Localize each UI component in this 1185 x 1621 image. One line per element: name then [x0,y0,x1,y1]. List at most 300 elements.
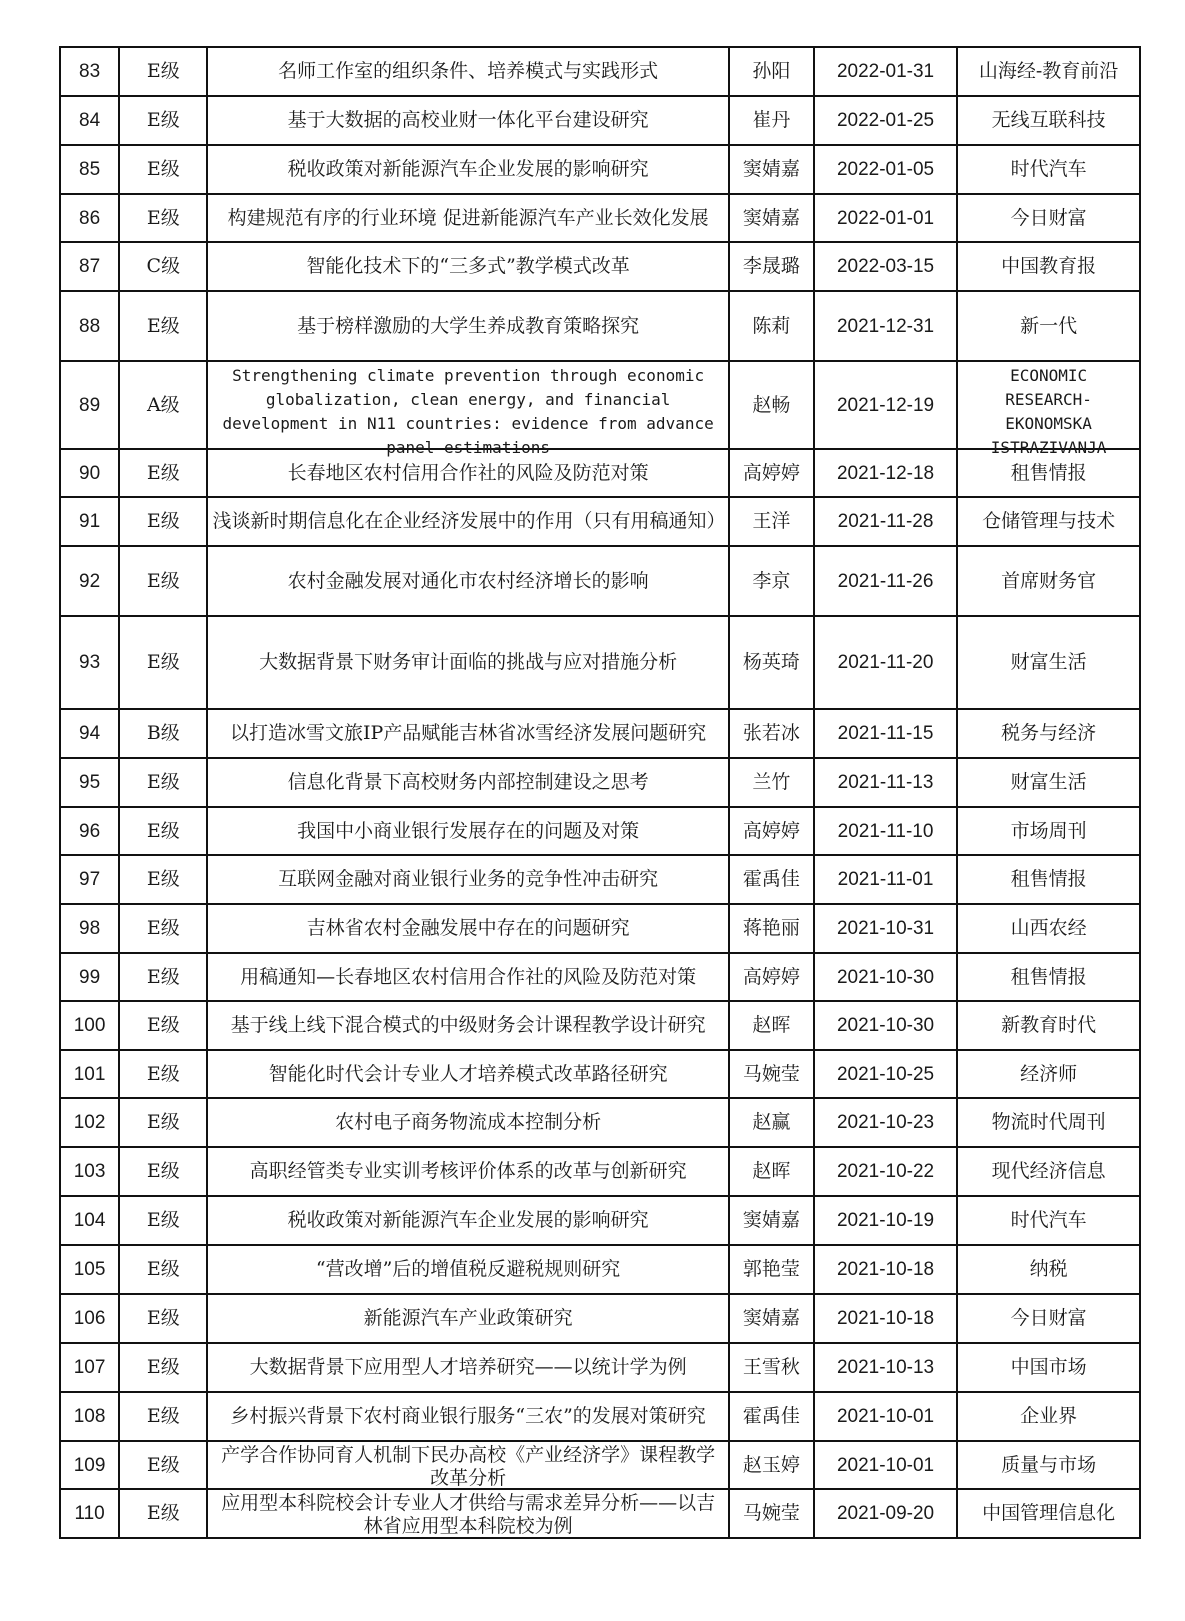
table-row [60,1392,1140,1441]
title-cell [207,497,728,546]
date-cell [814,1441,957,1489]
journal-cell [957,953,1140,1001]
title-text: 产学合作协同育人机制下民办高校《产业经济学》课程教学改革分析 [221,1444,716,1489]
row-number-text: 108 [73,1406,106,1427]
table-row [60,953,1140,1001]
row-number-text: 107 [73,1357,106,1378]
level-text: E级 [146,917,180,939]
row-number-cell [60,616,119,709]
date-text: 2021-10-25 [836,1063,935,1085]
date-text: 2021-10-18 [836,1308,935,1329]
title-text: 应用型本科院校会计专业人才供给与需求差异分析——以吉林省应用型本科院校为例 [221,1492,716,1537]
journal-cell [957,242,1140,291]
author-cell [729,1050,814,1098]
row-number-cell [60,1343,119,1392]
author-cell [729,1489,814,1538]
author-cell [729,497,814,546]
date-text: 2021-10-23 [836,1112,935,1133]
row-number-cell [60,546,119,616]
author-text: 赵玉婷 [742,1453,800,1476]
title-text: 我国中小商业银行发展存在的问题及对策 [297,819,640,842]
title-cell [207,1441,728,1489]
journal-text: 中国管理信息化 [982,1502,1116,1524]
row-number-cell [60,758,119,807]
level-cell [119,1098,207,1147]
title-text: 吉林省农村金融发展中存在的问题研究 [306,917,630,939]
author-text: 兰竹 [752,771,791,793]
date-cell [814,855,957,904]
level-text: E级 [146,1209,180,1231]
row-number-text: 88 [79,315,101,337]
level-text: E级 [146,1502,180,1524]
level-text: E级 [146,1062,180,1085]
date-cell [814,1392,957,1441]
title-text: 长春地区农村信用合作社的风险及防范对策 [287,461,649,484]
level-text: B级 [146,722,180,744]
journal-cell [957,96,1140,145]
title-cell [207,1392,728,1441]
title-text: 基于榜样激励的大学生养成教育策略探究 [297,314,640,337]
journal-text: 租售情报 [1010,965,1087,988]
date-text: 2021-12-18 [836,462,935,484]
table-row [60,546,1140,616]
row-number-text: 94 [79,723,101,744]
journal-cell [957,709,1140,758]
journal-text: 纳税 [1029,1258,1068,1280]
author-text: 赵畅 [752,393,791,416]
row-number-text: 85 [79,159,101,180]
title-text: 智能化技术下的“三多式”教学模式改革 [306,255,630,277]
author-text: 杨英琦 [742,651,800,673]
level-cell [119,145,207,194]
level-text: A级 [146,393,180,416]
level-cell [119,546,207,616]
level-cell [119,709,207,758]
table-row [60,1196,1140,1245]
title-cell [207,47,728,96]
journal-text: 今日财富 [1010,1307,1087,1329]
row-number-text: 83 [79,61,101,82]
date-text: 2022-01-01 [836,207,935,229]
level-cell [119,953,207,1001]
row-number-text: 84 [79,110,101,131]
author-text: 李京 [752,569,791,592]
row-number-text: 105 [73,1259,106,1280]
journal-cell [957,1098,1140,1147]
title-cell [207,1098,728,1147]
row-number-cell [60,449,119,497]
row-number-text: 104 [73,1210,106,1231]
level-text: E级 [146,1111,180,1133]
date-text: 2021-11-26 [837,570,934,592]
journal-cell [957,1147,1140,1196]
title-text: Strengthening climate prevention through economic globalization, clean energy, and financial development in N11 countries: evidence from advance panel estimations [222,366,714,457]
table-row [60,361,1140,449]
row-number-cell [60,1050,119,1098]
row-number-text: 90 [79,462,101,484]
level-cell [119,758,207,807]
row-number-cell [60,1196,119,1245]
row-number-text: 98 [79,918,101,939]
date-text: 2022-01-31 [836,61,935,82]
date-cell [814,758,957,807]
table-row [60,616,1140,709]
journal-text: 山西农经 [1010,917,1087,939]
title-text: 基于线上线下混合模式的中级财务会计课程教学设计研究 [230,1014,706,1036]
level-cell [119,449,207,497]
journal-cell [957,145,1140,194]
table-row [60,291,1140,361]
title-text: 乡村振兴背景下农村商业银行服务“三农”的发展对策研究 [230,1405,706,1427]
journal-cell [957,1489,1140,1538]
title-cell [207,546,728,616]
author-text: 赵赢 [752,1111,791,1133]
date-text: 2021-10-30 [836,966,935,988]
author-text: 陈莉 [752,314,791,337]
author-cell [729,242,814,291]
date-cell [814,953,957,1001]
title-cell [207,953,728,1001]
title-text: 农村电子商务物流成本控制分析 [335,1111,602,1133]
level-cell [119,361,207,449]
date-cell [814,291,957,361]
journal-cell [957,1245,1140,1294]
title-text: 基于大数据的高校业财一体化平台建设研究 [287,109,649,131]
journal-text: 现代经济信息 [991,1160,1106,1182]
author-text: 窦婧嘉 [742,1209,800,1231]
date-text: 2021-11-20 [837,652,934,673]
date-text: 2022-01-25 [836,110,935,131]
author-cell [729,953,814,1001]
author-text: 郭艳莹 [742,1258,800,1280]
author-text: 高婷婷 [742,965,800,988]
title-text: 税收政策对新能源汽车企业发展的影响研究 [287,1209,649,1231]
author-text: 马婉莹 [742,1502,800,1524]
author-cell [729,47,814,96]
author-cell [729,758,814,807]
date-text: 2022-01-05 [836,159,935,180]
row-number-cell [60,1294,119,1343]
table-row [60,709,1140,758]
journal-cell [957,616,1140,709]
level-cell [119,855,207,904]
title-text: 名师工作室的组织条件、培养模式与实践形式 [278,60,659,82]
author-cell [729,904,814,953]
row-number-text: 95 [79,772,101,793]
author-text: 王洋 [752,510,791,532]
journal-text: 首席财务官 [1001,569,1097,592]
date-text: 2021-10-18 [836,1259,935,1280]
journal-cell [957,758,1140,807]
title-text: 构建规范有序的行业环境 促进新能源汽车产业长效化发展 [227,206,709,229]
level-cell [119,1489,207,1538]
date-cell [814,807,957,855]
table-row [60,1294,1140,1343]
journal-text: 租售情报 [1010,868,1087,890]
author-text: 马婉莹 [742,1062,800,1085]
journal-text: ECONOMIC RESEARCH-EKONOMSKA ISTRAZIVANJA [990,366,1107,457]
table-row [60,47,1140,96]
author-text: 蒋艳丽 [742,917,800,939]
row-number-cell [60,291,119,361]
journal-text: 新一代 [1020,314,1078,337]
journal-cell [957,546,1140,616]
date-cell [814,194,957,242]
row-number-cell [60,1001,119,1050]
row-number-text: 96 [79,820,101,842]
title-text: 税收政策对新能源汽车企业发展的影响研究 [287,158,649,180]
author-text: 赵晖 [752,1014,791,1036]
date-cell [814,1245,957,1294]
level-text: E级 [146,868,180,890]
author-cell [729,1392,814,1441]
table-row [60,1343,1140,1392]
title-cell [207,242,728,291]
row-number-cell [60,47,119,96]
author-cell [729,1001,814,1050]
row-number-cell [60,709,119,758]
journal-cell [957,1196,1140,1245]
row-number-cell [60,1098,119,1147]
level-cell [119,1294,207,1343]
title-text: “营改增”后的增值税反避税规则研究 [315,1258,621,1280]
journal-text: 无线互联科技 [991,109,1106,131]
journal-text: 财富生活 [1010,771,1087,793]
row-number-cell [60,1489,119,1538]
title-text: 以打造冰雪文旅IP产品赋能吉林省冰雪经济发展问题研究 [229,722,707,744]
level-cell [119,1441,207,1489]
author-text: 窦婧嘉 [742,206,800,229]
author-cell [729,1343,814,1392]
row-number-text: 110 [74,1503,105,1524]
journal-cell [957,47,1140,96]
table-row [60,1147,1140,1196]
date-cell [814,1001,957,1050]
row-number-text: 101 [73,1063,106,1085]
journal-text: 经济师 [1020,1062,1078,1085]
row-number-text: 106 [73,1308,106,1329]
title-cell [207,1294,728,1343]
title-text: 新能源汽车产业政策研究 [363,1307,573,1329]
table-row [60,1441,1140,1489]
date-cell [814,361,957,449]
date-text: 2022-03-15 [836,256,935,277]
publication-table-container [59,46,1141,1539]
date-text: 2021-10-13 [836,1357,935,1378]
row-number-text: 86 [79,207,101,229]
author-text: 王雪秋 [742,1356,800,1378]
date-text: 2021-11-15 [837,723,934,744]
level-text: E级 [146,771,180,793]
title-cell [207,1147,728,1196]
author-cell [729,616,814,709]
journal-cell [957,291,1140,361]
date-text: 2021-11-01 [837,869,934,890]
level-text: E级 [146,651,180,673]
level-text: E级 [146,158,180,180]
table-row [60,904,1140,953]
row-number-cell [60,1441,119,1489]
title-cell [207,1245,728,1294]
row-number-cell [60,96,119,145]
level-cell [119,1343,207,1392]
level-text: E级 [146,569,180,592]
date-text: 2021-10-01 [836,1454,935,1476]
level-text: E级 [146,1453,180,1476]
title-text: 互联网金融对商业银行业务的竞争性冲击研究 [278,868,659,890]
date-text: 2021-11-28 [837,511,934,532]
level-text: E级 [146,1356,180,1378]
author-cell [729,546,814,616]
title-cell [207,855,728,904]
date-text: 2021-11-13 [837,772,934,793]
level-text: E级 [146,1405,180,1427]
author-cell [729,1147,814,1196]
level-text: E级 [146,206,180,229]
date-cell [814,449,957,497]
date-text: 2021-10-30 [836,1015,935,1036]
table-row [60,497,1140,546]
date-text: 2021-10-31 [836,918,935,939]
level-cell [119,497,207,546]
row-number-text: 92 [79,570,101,592]
author-text: 李晟璐 [742,255,800,277]
row-number-cell [60,807,119,855]
level-text: E级 [146,1258,180,1280]
table-row [60,1098,1140,1147]
journal-text: 中国市场 [1010,1356,1087,1378]
table-row [60,242,1140,291]
journal-text: 中国教育报 [1001,255,1097,277]
level-text: E级 [146,461,180,484]
title-cell [207,616,728,709]
date-cell [814,1343,957,1392]
level-text: E级 [146,109,180,131]
date-text: 2021-10-22 [836,1161,935,1182]
table-row [60,1245,1140,1294]
row-number-cell [60,361,119,449]
level-text: E级 [146,1160,180,1182]
level-text: E级 [146,60,180,82]
row-number-text: 103 [73,1161,106,1182]
author-cell [729,807,814,855]
journal-text: 时代汽车 [1010,158,1087,180]
author-cell [729,291,814,361]
author-cell [729,361,814,449]
level-text: E级 [146,819,180,842]
level-cell [119,1392,207,1441]
level-cell [119,96,207,145]
level-cell [119,1196,207,1245]
level-cell [119,194,207,242]
title-cell [207,904,728,953]
author-text: 崔丹 [752,109,791,131]
table-row [60,758,1140,807]
journal-cell [957,1050,1140,1098]
title-text: 农村金融发展对通化市农村经济增长的影响 [287,569,649,592]
date-cell [814,1489,957,1538]
date-text: 2021-12-19 [836,394,935,416]
table-row [60,1489,1140,1538]
journal-text: 物流时代周刊 [991,1111,1106,1133]
title-text: 大数据背景下财务审计面临的挑战与应对措施分析 [259,651,678,673]
author-text: 霍禹佳 [742,868,800,890]
level-text: E级 [146,965,180,988]
row-number-cell [60,497,119,546]
row-number-text: 91 [79,511,101,532]
level-cell [119,1147,207,1196]
row-number-text: 109 [73,1454,106,1476]
date-cell [814,1196,957,1245]
date-text: 2021-10-01 [836,1406,935,1427]
author-cell [729,96,814,145]
author-cell [729,1245,814,1294]
row-number-text: 89 [79,394,101,416]
title-cell [207,1343,728,1392]
level-cell [119,291,207,361]
date-cell [814,1294,957,1343]
date-cell [814,546,957,616]
journal-text: 市场周刊 [1010,819,1087,842]
table-row [60,449,1140,497]
level-text: E级 [146,510,180,532]
date-cell [814,1050,957,1098]
author-cell [729,1294,814,1343]
level-cell [119,242,207,291]
author-cell [729,1196,814,1245]
date-cell [814,709,957,758]
author-text: 赵晖 [752,1160,791,1182]
author-text: 高婷婷 [742,461,800,484]
level-cell [119,1245,207,1294]
table-body [60,47,1140,1538]
date-cell [814,145,957,194]
date-cell [814,904,957,953]
title-cell [207,1489,728,1538]
level-cell [119,807,207,855]
journal-text: 仓储管理与技术 [982,510,1116,532]
journal-cell [957,497,1140,546]
date-cell [814,96,957,145]
author-cell [729,145,814,194]
author-cell [729,449,814,497]
level-text: C级 [146,255,181,277]
journal-cell [957,1392,1140,1441]
journal-cell [957,855,1140,904]
journal-text: 企业界 [1020,1405,1078,1427]
title-cell [207,96,728,145]
title-cell [207,758,728,807]
date-text: 2021-11-10 [837,820,934,842]
title-text: 高职经管类专业实训考核评价体系的改革与创新研究 [249,1160,687,1182]
level-cell [119,1050,207,1098]
journal-text: 租售情报 [1010,461,1087,484]
row-number-cell [60,1245,119,1294]
author-text: 孙阳 [752,60,791,82]
title-text: 用稿通知—长春地区农村信用合作社的风险及防范对策 [240,965,697,988]
row-number-text: 87 [79,256,101,277]
title-cell [207,1196,728,1245]
date-text: 2021-10-19 [836,1210,935,1231]
journal-cell [957,1343,1140,1392]
author-text: 霍禹佳 [742,1405,800,1427]
row-number-text: 99 [79,966,101,988]
journal-cell [957,361,1140,457]
level-cell [119,1001,207,1050]
title-text: 大数据背景下应用型人才培养研究——以统计学为例 [249,1356,687,1378]
title-cell [207,807,728,855]
journal-text: 税务与经济 [1001,722,1097,744]
